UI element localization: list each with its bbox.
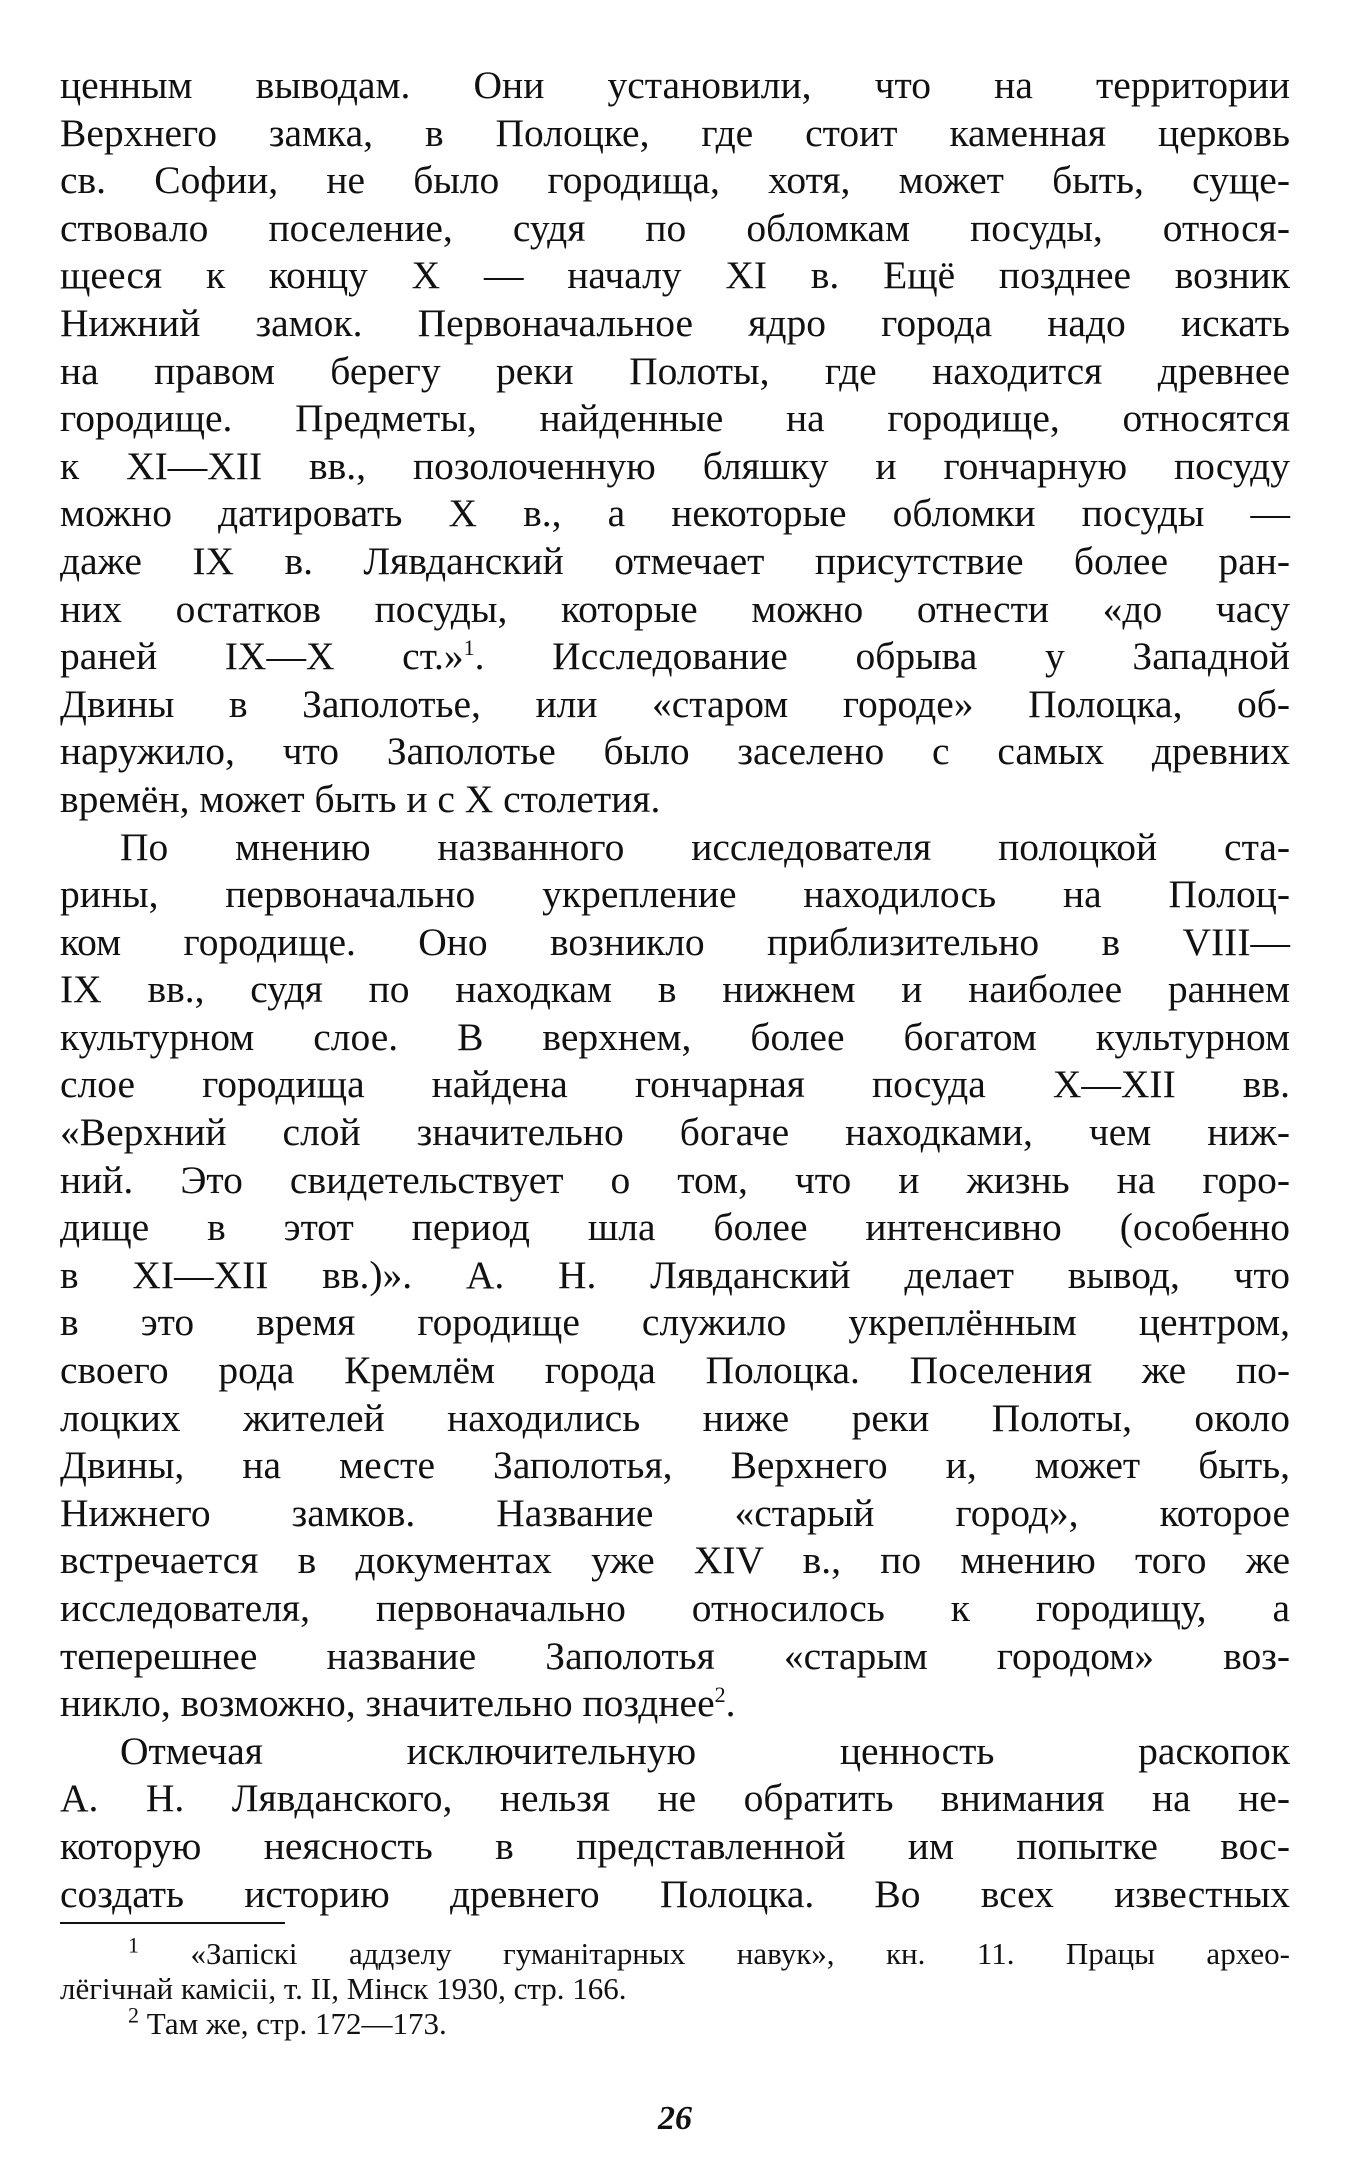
text-line: в XI—XII вв.)». А. Н. Лявданский делает вывод, что (60, 1252, 1290, 1297)
footnote-text: «Запіскі аддзелу гуманітарных навук», кн. 11. Працы архео- (190, 1936, 1291, 1971)
text-line: св. Софии, не было городища, хотя, может быть, суще- (60, 158, 1290, 203)
footnote-ref-1[interactable]: 1 (463, 634, 475, 660)
text-line: можно датировать X в., а некоторые обломки посуды — (60, 491, 1290, 536)
text-fragment: раней IX—X ст.» (60, 634, 464, 679)
text-line: Двины в Заполотье, или «старом городе» Полоцка, об- (60, 681, 1290, 726)
text-line: «Верхний слой значительно богаче находками, чем ниж- (60, 1110, 1290, 1155)
text-line: По мнению названного исследователя полоцкой ста- (120, 824, 1290, 869)
text-line: городище. Предметы, найденные на городище, относятся (60, 396, 1290, 441)
text-line: времён, может быть и с X столетия. (60, 776, 661, 821)
text-line: в это время городище служило укреплённым центром, (60, 1300, 1290, 1345)
text-fragment: никло, возможно, значительно позднее (60, 1681, 715, 1726)
text-line: встречается в документах уже XIV в., по мнению того же (60, 1538, 1290, 1583)
text-line: дище в этот период шла более интенсивно (особенно (60, 1205, 1290, 1250)
text-line: исследователя, первоначально относилось к городищу, а (60, 1586, 1290, 1630)
text-line-with-footnote-ref (60, 633, 1290, 681)
text-line: лоцких жителей находились ниже реки Полоты, около (60, 1395, 1290, 1440)
text-line: культурном слое. В верхнем, более богатом культурном (60, 1014, 1290, 1059)
text-fragment: . (725, 1681, 736, 1726)
text-fragment: . Исследование обрыва у Западной (474, 634, 1291, 679)
footnote-ref-2[interactable]: 2 (714, 1682, 726, 1708)
text-line: к XI—XII вв., позолоченную бляшку и гончарную посуду (60, 443, 1290, 488)
text-line: слое городища найдена гончарная посуда X—XII вв. (60, 1062, 1290, 1107)
text-line: создать историю древнего Полоцка. Во всех известных (60, 1871, 1290, 1916)
text-line: них остатков посуды, которые можно отнести «до часу (60, 586, 1290, 631)
text-line: щееся к концу X — началу XI в. Ещё позднее возник (60, 253, 1290, 298)
footnote-marker-1: 1 (128, 1932, 139, 1958)
text-line: Верхнего замка, в Полоцке, где стоит каменная церковь (60, 110, 1290, 155)
text-line: ний. Это свидетельствует о том, что и жизнь на горо- (60, 1157, 1290, 1202)
footnote-marker-2: 2 (128, 2002, 139, 2028)
text-line: ствовало поселение, судя по обломкам посуды, относя- (60, 205, 1290, 250)
text-line: наружило, что Заполотье было заселено с самых древних (60, 729, 1290, 774)
text-line: ком городище. Оно возникло приблизительно в VIII— (60, 919, 1290, 964)
text-line: которую неясность в представленной им попытке вос- (60, 1823, 1290, 1868)
footnotes (60, 1932, 1291, 2041)
text-line: Двины, на месте Заполотья, Верхнего и, может быть, (60, 1443, 1290, 1488)
page-number: 26 (658, 2100, 692, 2137)
text-line: А. Н. Лявданского, нельзя не обратить внимания на не- (60, 1776, 1290, 1821)
paragraph-2 (60, 824, 1290, 1728)
footnote-divider (60, 1922, 285, 1924)
text-line: теперешнее название Заполотья «старым городом» воз- (60, 1633, 1290, 1678)
text-line: своего рода Кремлём города Полоцка. Поселения же по- (60, 1348, 1290, 1393)
footnote-1-continued: лёгічнай камісіі, т. II, Мінск 1930, стр. 166. (60, 1971, 627, 2006)
page-body (60, 62, 1290, 1918)
paragraph-1 (60, 62, 1290, 824)
paragraph-3 (60, 1728, 1290, 1918)
text-line: Нижнего замков. Название «старый город», которое (60, 1490, 1290, 1535)
text-line: ценным выводам. Они установили, что на территории (60, 63, 1290, 107)
footnote-1 (60, 1932, 1291, 1971)
text-line: рины, первоначально укрепление находилось на Полоц- (60, 872, 1290, 917)
text-line: на правом берегу реки Полоты, где находится древнее (60, 348, 1290, 393)
text-line: IX вв., судя по находкам в нижнем и наиболее раннем (60, 967, 1290, 1012)
text-line-with-footnote-ref (60, 1680, 1290, 1728)
text-line: Нижний замок. Первоначальное ядро города надо искать (60, 300, 1290, 345)
text-line: даже IX в. Лявданский отмечает присутствие более ран- (60, 538, 1290, 583)
footnote-2 (60, 2002, 1290, 2041)
text-line: Отмечая исключительную ценность раскопок (120, 1728, 1290, 1773)
footnote-text: Там же, стр. 172—173. (146, 2006, 447, 2041)
